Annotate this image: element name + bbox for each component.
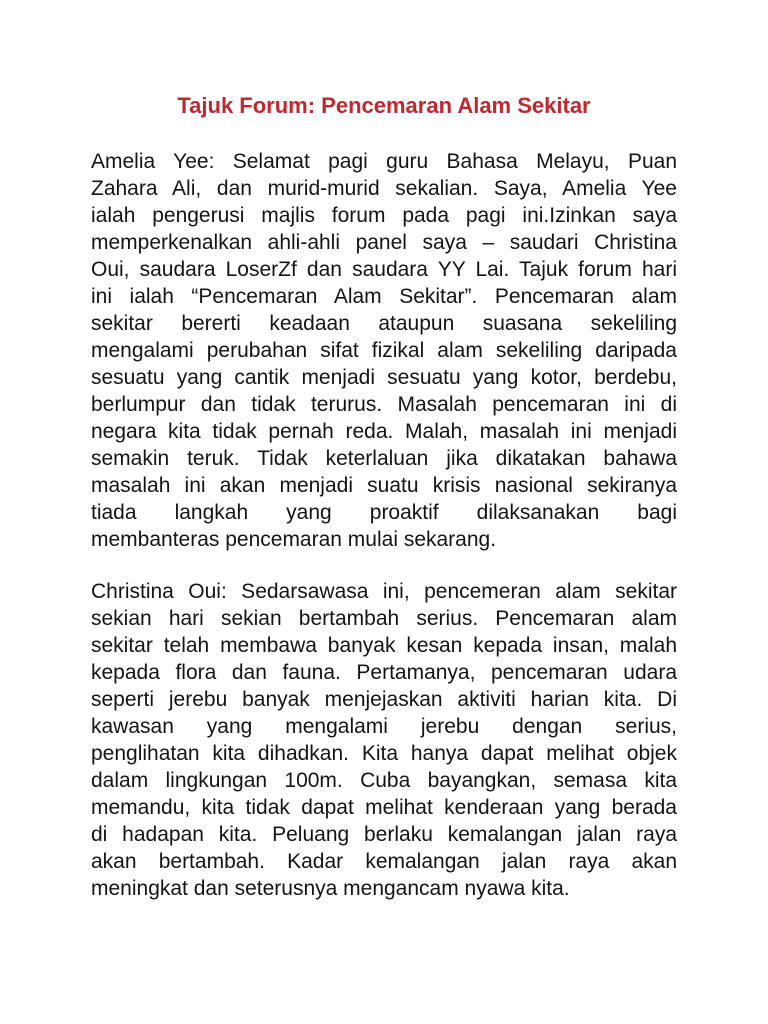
text-line: Christina Oui: Sedarsawasa ini, pencemeran alam sekitar bbox=[91, 580, 677, 603]
page-title: Tajuk Forum: Pencemaran Alam Sekitar bbox=[177, 93, 591, 118]
paragraph-christina-oui bbox=[91, 578, 677, 902]
text-line: ialah pengerusi majlis forum pada pagi ini.Izinkan saya bbox=[91, 204, 677, 227]
text-line: semakin teruk. Tidak keterlaluan jika dikatakan bahawa bbox=[91, 447, 677, 470]
text-line: Amelia Yee: Selamat pagi guru Bahasa Melayu, Puan bbox=[91, 150, 677, 173]
text-line: sekitar bererti keadaan ataupun suasana sekeliling bbox=[91, 312, 677, 335]
text-line: berlumpur dan tidak terurus. Masalah pencemaran ini di bbox=[91, 393, 677, 416]
text-line: sekian hari sekian bertambah serius. Pencemaran alam bbox=[91, 607, 677, 630]
text-line: kepada flora dan fauna. Pertamanya, pencemaran udara bbox=[91, 661, 677, 684]
text-line: seperti jerebu banyak menjejaskan aktiviti harian kita. Di bbox=[91, 688, 677, 711]
text-line: mengalami perubahan sifat fizikal alam sekeliling daripada bbox=[91, 339, 677, 362]
text-line: negara kita tidak pernah reda. Malah, masalah ini menjadi bbox=[91, 420, 677, 443]
text-line: memandu, kita tidak dapat melihat kenderaan yang berada bbox=[91, 796, 677, 819]
text-line: kawasan yang mengalami jerebu dengan serius, bbox=[91, 715, 677, 738]
text-line: ini ialah “Pencemaran Alam Sekitar”. Pencemaran alam bbox=[91, 285, 677, 308]
text-line: di hadapan kita. Peluang berlaku kemalangan jalan raya bbox=[91, 823, 677, 846]
text-line: membanteras pencemaran mulai sekarang. bbox=[91, 528, 497, 551]
paragraph-amelia-yee bbox=[91, 148, 677, 553]
text-line: meningkat dan seterusnya mengancam nyawa kita. bbox=[91, 877, 570, 900]
text-line: memperkenalkan ahli-ahli panel saya – saudari Christina bbox=[91, 231, 677, 254]
text-line: tiada langkah yang proaktif dilaksanakan bagi bbox=[91, 501, 677, 524]
text-line: sekitar telah membawa banyak kesan kepada insan, malah bbox=[91, 634, 677, 657]
text-line: Oui, saudara LoserZf dan saudara YY Lai. Tajuk forum hari bbox=[91, 258, 677, 281]
text-line: sesuatu yang cantik menjadi sesuatu yang kotor, berdebu, bbox=[91, 366, 677, 389]
text-line: dalam lingkungan 100m. Cuba bayangkan, semasa kita bbox=[91, 769, 677, 792]
text-line: akan bertambah. Kadar kemalangan jalan raya akan bbox=[91, 850, 677, 873]
text-line: Zahara Ali, dan murid-murid sekalian. Saya, Amelia Yee bbox=[91, 177, 677, 200]
text-line: masalah ini akan menjadi suatu krisis nasional sekiranya bbox=[91, 474, 677, 497]
text-line: penglihatan kita dihadkan. Kita hanya dapat melihat objek bbox=[91, 742, 677, 765]
